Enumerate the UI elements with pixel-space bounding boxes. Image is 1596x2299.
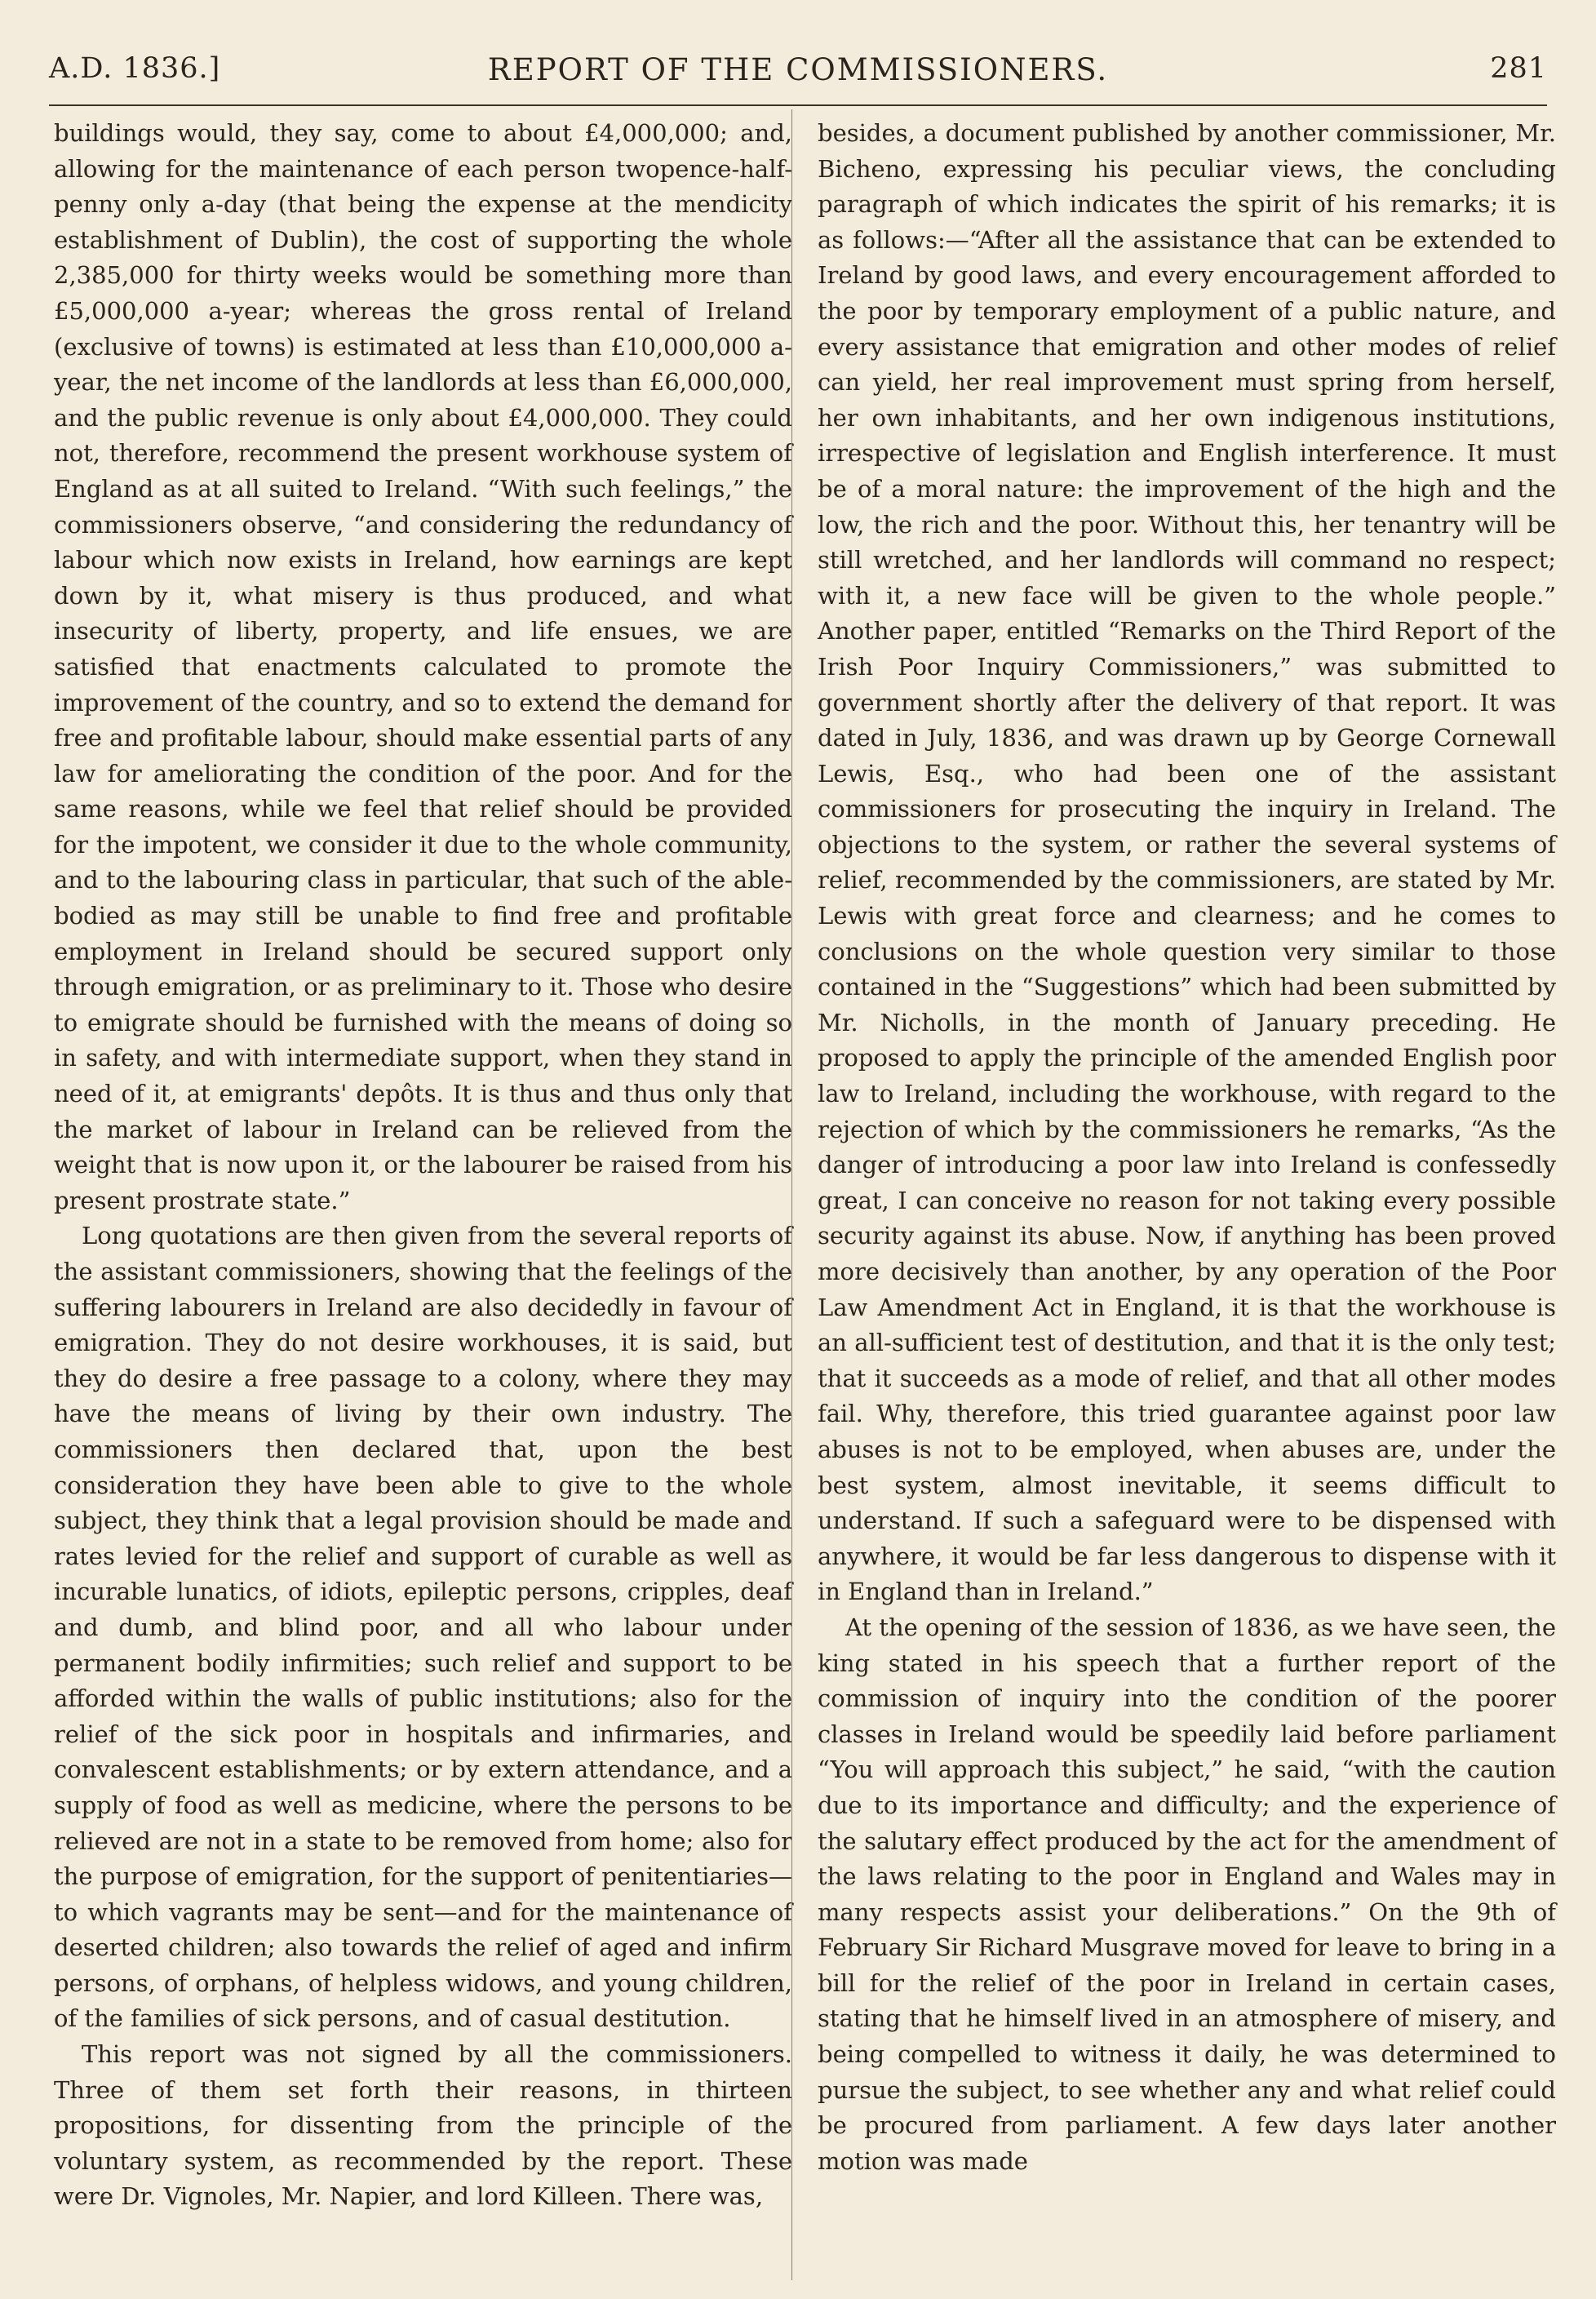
left-column [54, 116, 792, 2215]
header-rule [49, 104, 1547, 106]
left-paragraph-1: buildings would, they say, come to about £4,000,000; and, allowing for the maintenance of each person twopence-half-penny only a-day (that being the expense at the mendicity establishment of Dublin), the cost of supporting the whole 2,385,000 for thirty weeks would be something more than £5,000,000 a-year; whereas the gross rental of Ireland (exclusive of towns) is estimated at less than £10,000,000 a-year, the net income of the landlords at less than £6,000,000, and the public revenue is only about £4,000,000. They could not, therefore, recommend the present workhouse system of England as at all suited to Ireland. “With such feelings,” the commissioners observe, “and considering the redundancy of labour which now exists in Ireland, how earnings are kept down by it, what misery is thus produced, and what insecurity of liberty, property, and life ensues, we are satisfied that enactments calculated to promote the improvement of the country, and so to extend the demand for free and profitable labour, should make essential parts of any law for ameliorating the condition of the poor. And for the same reasons, while we feel that relief should be provided for the impotent, we consider it due to the whole community, and to the labouring class in particular, that such of the able-bodied as may still be unable to find free and profitable employment in Ireland should be secured support only through emigration, or as preliminary to it. Those who desire to emigrate should be furnished with the means of doing so in safety, and with intermediate support, when they stand in need of it, at emigrants' depôts. It is thus and thus only that the market of labour in Ireland can be relieved from the weight that is now upon it, or the labourer be raised from his present prostrate state.” [54, 119, 792, 1214]
left-paragraph-3: This report was not signed by all the commissioners. Three of them set forth their reasons, in thirteen propositions, for dissenting from the principle of the voluntary system, as recommended by the report. These were Dr. Vignoles, Mr. Napier, and lord Killeen. There was, [54, 2040, 792, 2211]
left-paragraph-2: Long quotations are then given from the several reports of the assistant commissioners, showing that the feelings of the suffering labourers in Ireland are also decidedly in favour of emigration. They do not desire workhouses, it is said, but they do desire a free passage to a colony, where they may have the means of living by their own industry. The commissioners then declared that, upon the best consideration they have been able to give to the whole subject, they think that a legal provision should be made and rates levied for the relief and support of curable as well as incurable lunatics, of idiots, epileptic persons, cripples, deaf and dumb, and blind poor, and all who labour under permanent bodily infirmities; such relief and support to be afforded within the walls of public institutions; also for the relief of the sick poor in hospitals and infirmaries, and convalescent establishments; or by extern attendance, and a supply of food as well as medicine, where the persons to be relieved are not in a state to be removed from home; also for the purpose of emigration, for the support of penitentiaries—to which vagrants may be sent—and for the maintenance of deserted children; also towards the relief of aged and infirm persons, of orphans, of helpless widows, and young children, of the families of sick persons, and of casual destitution. [54, 1222, 792, 2033]
header-year: A.D. 1836.] [49, 52, 221, 85]
column-divider [791, 109, 792, 2280]
right-column [818, 116, 1556, 2179]
page-number: 281 [1490, 52, 1547, 85]
header-title: REPORT OF THE COMMISSIONERS. [487, 52, 1109, 87]
right-paragraph-1: besides, a document published by another commissioner, Mr. Bicheno, expressing his peculiar views, the concluding paragraph of which indicates the spirit of his remarks; it is as follows:—“After all the assistance that can be extended to Ireland by good laws, and every encouragement afforded to the poor by temporary employment of a public nature, and every assistance that emigration and other modes of relief can yield, her real improvement must spring from herself, her own inhabitants, and her own indigenous institutions, irrespective of legislation and English interference. It must be of a moral nature: the improvement of the high and the low, the rich and the poor. Without this, her tenantry will be still wretched, and her landlords will command no respect; with it, a new face will be given to the whole people.” Another paper, entitled “Remarks on the Third Report of the Irish Poor Inquiry Commissioners,” was submitted to government shortly after the delivery of that report. It was dated in July, 1836, and was drawn up by George Cornewall Lewis, Esq., who had been one of the assistant commissioners for prosecuting the inquiry in Ireland. The objections to the system, or rather the several systems of relief, recommended by the commissioners, are stated by Mr. Lewis with great force and clearness; and he comes to conclusions on the whole question very similar to those contained in the “Suggestions” which had been submitted by Mr. Nicholls, in the month of January preceding. He proposed to apply the principle of the amended English poor law to Ireland, including the workhouse, with regard to the rejection of which by the commissioners he remarks, “As the danger of introducing a poor law into Ireland is confessedly great, I can conceive no reason for not taking every possible security against its abuse. Now, if anything has been proved more decisively than another, by any operation of the Poor Law Amendment Act in England, it is that the workhouse is an all-sufficient test of destitution, and that it is the only test; that it succeeds as a mode of relief, and that all other modes fail. Why, therefore, this tried guarantee against poor law abuses is not to be employed, when abuses are, under the best system, almost inevitable, it seems difficult to understand. If such a safeguard were to be dispensed with anywhere, it would be far less dangerous to dispense with it in England than in Ireland.” [818, 119, 1556, 1606]
running-header [49, 52, 1547, 101]
right-paragraph-2: At the opening of the session of 1836, as we have seen, the king stated in his speech that a further report of the commission of inquiry into the condition of the poorer classes in Ireland would be speedily laid before parliament “You will approach this subject,” he said, “with the caution due to its importance and difficulty; and the experience of the salutary effect produced by the act for the amendment of the laws relating to the poor in England and Wales may in many respects assist your deliberations.” On the 9th of February Sir Richard Musgrave moved for leave to bring in a bill for the relief of the poor in Ireland in certain cases, stating that he himself lived in an atmosphere of misery, and being compelled to witness it daily, he was determined to pursue the subject, to see whether any and what relief could be procured from parliament. A few days later another motion was made [818, 1613, 1556, 2175]
